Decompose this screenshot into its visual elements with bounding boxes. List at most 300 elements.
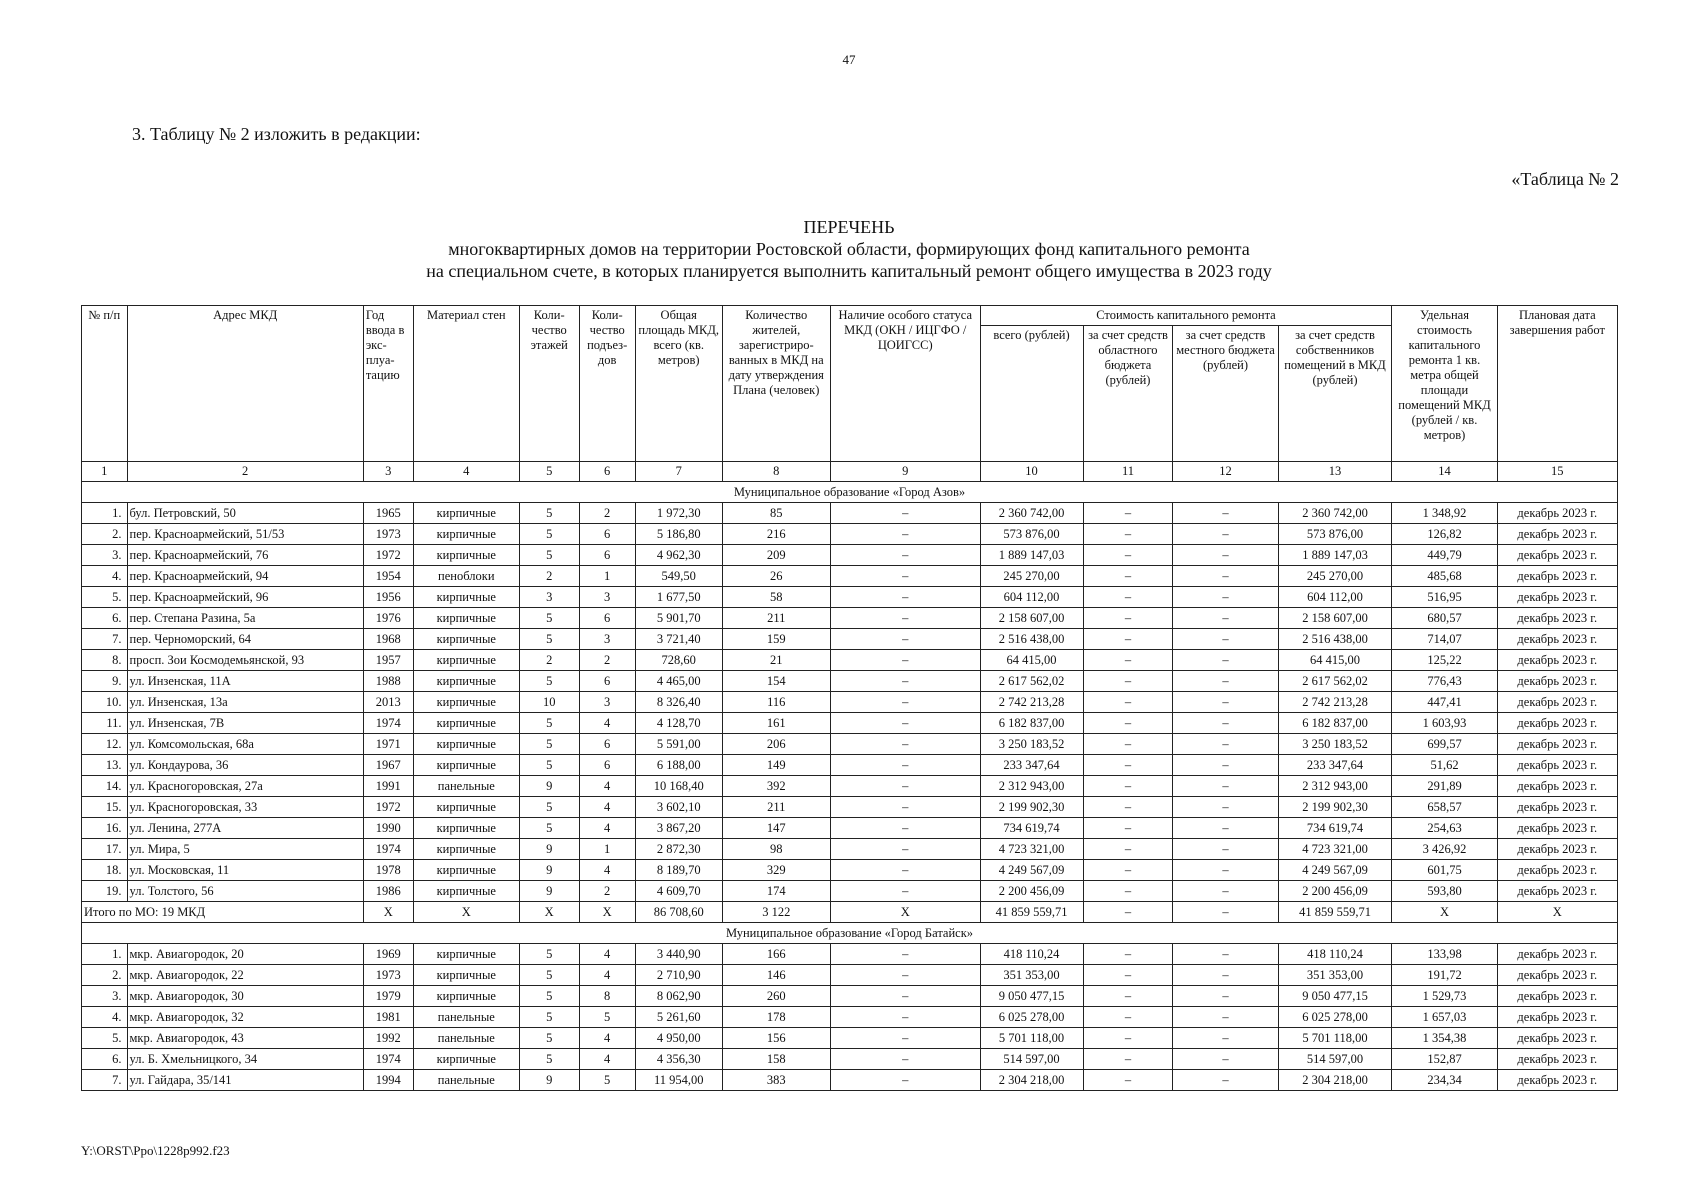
table-cell: – bbox=[830, 734, 980, 755]
table-row bbox=[82, 860, 1618, 881]
column-number-row bbox=[82, 462, 1618, 482]
table-cell: 4 bbox=[579, 860, 635, 881]
table-cell: – bbox=[830, 1049, 980, 1070]
table-cell: 6 182 837,00 bbox=[1278, 713, 1392, 734]
table-cell: – bbox=[1083, 524, 1173, 545]
table-cell: 573 876,00 bbox=[1278, 524, 1392, 545]
table-cell: 3. bbox=[82, 986, 128, 1007]
table-cell: – bbox=[1083, 545, 1173, 566]
header-year: Год ввода в экс-плуа-тацию bbox=[363, 306, 413, 462]
table-cell: 5 261,60 bbox=[635, 1007, 722, 1028]
table-cell: 2. bbox=[82, 524, 128, 545]
table-cell: 9 050 477,15 bbox=[980, 986, 1083, 1007]
table-cell: декабрь 2023 г. bbox=[1497, 629, 1617, 650]
table-cell: 4 609,70 bbox=[635, 881, 722, 902]
table-cell: декабрь 2023 г. bbox=[1497, 986, 1617, 1007]
table-cell: 125,22 bbox=[1392, 650, 1497, 671]
table-cell: ул. Инзенская, 13а bbox=[127, 692, 363, 713]
table-cell: 3 721,40 bbox=[635, 629, 722, 650]
table-cell: 64 415,00 bbox=[1278, 650, 1392, 671]
table-cell: 234,34 bbox=[1392, 1070, 1497, 1091]
table-cell: 1986 bbox=[363, 881, 413, 902]
table-cell: кирпичные bbox=[413, 818, 519, 839]
table-cell: 149 bbox=[722, 755, 830, 776]
table-cell: 2 742 213,28 bbox=[980, 692, 1083, 713]
table-cell: – bbox=[1173, 755, 1278, 776]
table-cell: 734 619,74 bbox=[1278, 818, 1392, 839]
table-cell: пер. Красноармейский, 94 bbox=[127, 566, 363, 587]
table-cell: 734 619,74 bbox=[980, 818, 1083, 839]
table-cell: 4 723 321,00 bbox=[1278, 839, 1392, 860]
table-cell: 1973 bbox=[363, 965, 413, 986]
table-cell: 5 bbox=[519, 671, 579, 692]
table-cell: кирпичные bbox=[413, 1049, 519, 1070]
table-cell: кирпичные bbox=[413, 713, 519, 734]
register-table bbox=[81, 305, 1618, 1091]
table-cell: 1973 bbox=[363, 524, 413, 545]
table-cell: – bbox=[830, 986, 980, 1007]
table-row bbox=[82, 839, 1618, 860]
table-cell: кирпичные bbox=[413, 692, 519, 713]
table-cell: ул. Красногоровская, 27а bbox=[127, 776, 363, 797]
total-cell: 41 859 559,71 bbox=[980, 902, 1083, 923]
table-row bbox=[82, 629, 1618, 650]
table-cell: – bbox=[1083, 965, 1173, 986]
title-line-2: многоквартирных домов на территории Ростовской области, формирующих фонд капитального ремонта bbox=[448, 239, 1250, 259]
table-cell: кирпичные bbox=[413, 629, 519, 650]
table-cell: декабрь 2023 г. bbox=[1497, 944, 1617, 965]
table-cell: 1978 bbox=[363, 860, 413, 881]
column-number: 6 bbox=[579, 462, 635, 482]
table-cell: 1. bbox=[82, 503, 128, 524]
table-cell: кирпичные bbox=[413, 608, 519, 629]
table-cell: 1 889 147,03 bbox=[980, 545, 1083, 566]
table-cell: 1 677,50 bbox=[635, 587, 722, 608]
table-cell: 5. bbox=[82, 587, 128, 608]
table-cell: – bbox=[830, 713, 980, 734]
table-cell: 714,07 bbox=[1392, 629, 1497, 650]
table-cell: 26 bbox=[722, 566, 830, 587]
table-cell: 3 426,92 bbox=[1392, 839, 1497, 860]
table-cell: 216 bbox=[722, 524, 830, 545]
table-cell: 6. bbox=[82, 1049, 128, 1070]
column-number: 14 bbox=[1392, 462, 1497, 482]
table-cell: 233 347,64 bbox=[980, 755, 1083, 776]
table-cell: 11. bbox=[82, 713, 128, 734]
column-number: 3 bbox=[363, 462, 413, 482]
table-cell: декабрь 2023 г. bbox=[1497, 1028, 1617, 1049]
table-cell: мкр. Авиагородок, 22 bbox=[127, 965, 363, 986]
table-cell: 51,62 bbox=[1392, 755, 1497, 776]
table-cell: декабрь 2023 г. bbox=[1497, 881, 1617, 902]
table-cell: 418 110,24 bbox=[1278, 944, 1392, 965]
table-cell: панельные bbox=[413, 1070, 519, 1091]
table-cell: 4 bbox=[579, 1049, 635, 1070]
table-cell: ул. Гайдара, 35/141 bbox=[127, 1070, 363, 1091]
table-cell: – bbox=[1173, 692, 1278, 713]
table-cell: декабрь 2023 г. bbox=[1497, 839, 1617, 860]
table-cell: – bbox=[830, 944, 980, 965]
table-cell: ул. Ленина, 277А bbox=[127, 818, 363, 839]
table-cell: декабрь 2023 г. bbox=[1497, 860, 1617, 881]
table-body bbox=[82, 462, 1618, 1091]
table-cell: 1 354,38 bbox=[1392, 1028, 1497, 1049]
table-cell: декабрь 2023 г. bbox=[1497, 797, 1617, 818]
table-cell: 1 972,30 bbox=[635, 503, 722, 524]
table-cell: декабрь 2023 г. bbox=[1497, 755, 1617, 776]
table-cell: – bbox=[1173, 671, 1278, 692]
table-cell: 18. bbox=[82, 860, 128, 881]
table-cell: 4 950,00 bbox=[635, 1028, 722, 1049]
table-cell: – bbox=[1173, 566, 1278, 587]
header-cost-owners: за счет средств собственников помещений в МКД (рублей) bbox=[1278, 326, 1392, 462]
table-cell: 2 158 607,00 bbox=[1278, 608, 1392, 629]
table-cell: 4 465,00 bbox=[635, 671, 722, 692]
table-cell: 2 304 218,00 bbox=[980, 1070, 1083, 1091]
table-cell: 2 199 902,30 bbox=[1278, 797, 1392, 818]
table-cell: 604 112,00 bbox=[1278, 587, 1392, 608]
table-cell: панельные bbox=[413, 1007, 519, 1028]
table-cell: – bbox=[1083, 797, 1173, 818]
column-number: 10 bbox=[980, 462, 1083, 482]
header-floors: Коли-чество этажей bbox=[519, 306, 579, 462]
table-cell: 6 bbox=[579, 545, 635, 566]
table-cell: 245 270,00 bbox=[1278, 566, 1392, 587]
table-cell: 233 347,64 bbox=[1278, 755, 1392, 776]
table-cell: кирпичные bbox=[413, 755, 519, 776]
table-cell: 5 bbox=[519, 629, 579, 650]
table-cell: 152,87 bbox=[1392, 1049, 1497, 1070]
table-cell: 4 bbox=[579, 1028, 635, 1049]
table-cell: 8 062,90 bbox=[635, 986, 722, 1007]
table-cell: кирпичные bbox=[413, 734, 519, 755]
table-cell: 19. bbox=[82, 881, 128, 902]
table-cell: 2013 bbox=[363, 692, 413, 713]
table-cell: кирпичные bbox=[413, 839, 519, 860]
table-row bbox=[82, 545, 1618, 566]
table-cell: ул. Толстого, 56 bbox=[127, 881, 363, 902]
table-cell: – bbox=[830, 965, 980, 986]
header-residents: Количество жителей, зарегистриро-ванных в МКД на дату утверждения Плана (человек) bbox=[722, 306, 830, 462]
table-cell: 1972 bbox=[363, 545, 413, 566]
table-cell: – bbox=[1083, 1028, 1173, 1049]
table-cell: 5 bbox=[519, 1049, 579, 1070]
table-cell: 1972 bbox=[363, 797, 413, 818]
table-cell: 4. bbox=[82, 1007, 128, 1028]
header-address: Адрес МКД bbox=[127, 306, 363, 462]
table-cell: – bbox=[1083, 503, 1173, 524]
table-cell: – bbox=[830, 1007, 980, 1028]
table-cell: 329 bbox=[722, 860, 830, 881]
table-cell: 4 bbox=[579, 944, 635, 965]
total-cell: 86 708,60 bbox=[635, 902, 722, 923]
table-cell: 156 bbox=[722, 1028, 830, 1049]
table-cell: декабрь 2023 г. bbox=[1497, 1007, 1617, 1028]
table-cell: 6 025 278,00 bbox=[1278, 1007, 1392, 1028]
table-cell: 161 bbox=[722, 713, 830, 734]
table-cell: кирпичные bbox=[413, 503, 519, 524]
table-cell: – bbox=[1083, 587, 1173, 608]
table-cell: 6 bbox=[579, 755, 635, 776]
table-cell: 5 bbox=[519, 503, 579, 524]
table-cell: – bbox=[830, 818, 980, 839]
header-cost-local: за счет средств местного бюджета (рублей) bbox=[1173, 326, 1278, 462]
table-cell: декабрь 2023 г. bbox=[1497, 776, 1617, 797]
table-cell: 2 360 742,00 bbox=[980, 503, 1083, 524]
table-cell: 2 360 742,00 bbox=[1278, 503, 1392, 524]
table-cell: пер. Красноармейский, 51/53 bbox=[127, 524, 363, 545]
table-cell: ул. Б. Хмельницкого, 34 bbox=[127, 1049, 363, 1070]
total-cell: 3 122 bbox=[722, 902, 830, 923]
table-cell: 1967 bbox=[363, 755, 413, 776]
section-header-row bbox=[82, 923, 1618, 944]
table-cell: – bbox=[1083, 944, 1173, 965]
table-cell: 7. bbox=[82, 1070, 128, 1091]
table-cell: 4 962,30 bbox=[635, 545, 722, 566]
table-cell: мкр. Авиагородок, 43 bbox=[127, 1028, 363, 1049]
table-cell: 98 bbox=[722, 839, 830, 860]
table-cell: – bbox=[1083, 776, 1173, 797]
table-cell: 1971 bbox=[363, 734, 413, 755]
table-cell: 2 742 213,28 bbox=[1278, 692, 1392, 713]
table-cell: пеноблоки bbox=[413, 566, 519, 587]
table-cell: – bbox=[1083, 650, 1173, 671]
table-row bbox=[82, 1007, 1618, 1028]
table-cell: кирпичные bbox=[413, 587, 519, 608]
table-cell: 3 bbox=[519, 587, 579, 608]
table-cell: 1979 bbox=[363, 986, 413, 1007]
table-cell: 6 025 278,00 bbox=[980, 1007, 1083, 1028]
table-cell: 254,63 bbox=[1392, 818, 1497, 839]
table-cell: 2 200 456,09 bbox=[1278, 881, 1392, 902]
table-cell: – bbox=[1083, 839, 1173, 860]
table-cell: 2 199 902,30 bbox=[980, 797, 1083, 818]
table-cell: 206 bbox=[722, 734, 830, 755]
table-cell: – bbox=[1083, 629, 1173, 650]
table-cell: ул. Красногоровская, 33 bbox=[127, 797, 363, 818]
table-cell: 604 112,00 bbox=[980, 587, 1083, 608]
total-cell: X bbox=[519, 902, 579, 923]
table-cell: 126,82 bbox=[1392, 524, 1497, 545]
table-cell: 85 bbox=[722, 503, 830, 524]
table-cell: – bbox=[1173, 629, 1278, 650]
table-cell: ул. Инзенская, 7В bbox=[127, 713, 363, 734]
table-cell: ул. Московская, 11 bbox=[127, 860, 363, 881]
table-row bbox=[82, 692, 1618, 713]
page-number: 47 bbox=[842, 52, 856, 67]
table-cell: кирпичные bbox=[413, 944, 519, 965]
column-number: 2 bbox=[127, 462, 363, 482]
table-row bbox=[82, 734, 1618, 755]
table-cell: мкр. Авиагородок, 30 bbox=[127, 986, 363, 1007]
total-cell: X bbox=[413, 902, 519, 923]
section-title: Муниципальное образование «Город Батайск» bbox=[82, 923, 1618, 944]
table-cell: декабрь 2023 г. bbox=[1497, 587, 1617, 608]
table-cell: 1968 bbox=[363, 629, 413, 650]
table-cell: 133,98 bbox=[1392, 944, 1497, 965]
table-cell: – bbox=[830, 650, 980, 671]
table-cell: 7. bbox=[82, 629, 128, 650]
table-cell: 12. bbox=[82, 734, 128, 755]
table-cell: – bbox=[830, 776, 980, 797]
table-cell: 4 bbox=[579, 818, 635, 839]
total-cell: X bbox=[830, 902, 980, 923]
table-cell: 9 bbox=[519, 776, 579, 797]
table-cell: 1 657,03 bbox=[1392, 1007, 1497, 1028]
table-cell: – bbox=[1173, 965, 1278, 986]
column-number: 9 bbox=[830, 462, 980, 482]
column-number: 7 bbox=[635, 462, 722, 482]
table-cell: 2 872,30 bbox=[635, 839, 722, 860]
table-cell: – bbox=[1173, 839, 1278, 860]
table-cell: 211 bbox=[722, 797, 830, 818]
table-cell: 1994 bbox=[363, 1070, 413, 1091]
table-cell: 1992 bbox=[363, 1028, 413, 1049]
table-cell: – bbox=[830, 503, 980, 524]
table-cell: 3 602,10 bbox=[635, 797, 722, 818]
table-cell: – bbox=[830, 629, 980, 650]
table-row bbox=[82, 566, 1618, 587]
table-cell: – bbox=[830, 608, 980, 629]
table-cell: 4 249 567,09 bbox=[980, 860, 1083, 881]
table-cell: кирпичные bbox=[413, 860, 519, 881]
table-cell: 1956 bbox=[363, 587, 413, 608]
table-cell: 1954 bbox=[363, 566, 413, 587]
table-cell: – bbox=[1173, 545, 1278, 566]
table-cell: 5 701 118,00 bbox=[1278, 1028, 1392, 1049]
table-cell: 260 bbox=[722, 986, 830, 1007]
table-cell: 2 312 943,00 bbox=[1278, 776, 1392, 797]
table-cell: 6 bbox=[579, 734, 635, 755]
table-cell: 2 304 218,00 bbox=[1278, 1070, 1392, 1091]
table-cell: 3 bbox=[579, 587, 635, 608]
table-cell: ул. Комсомольская, 68а bbox=[127, 734, 363, 755]
table-cell: 6 188,00 bbox=[635, 755, 722, 776]
table-cell: 64 415,00 bbox=[980, 650, 1083, 671]
table-cell: 14. bbox=[82, 776, 128, 797]
table-cell: 383 bbox=[722, 1070, 830, 1091]
table-cell: – bbox=[830, 881, 980, 902]
table-cell: декабрь 2023 г. bbox=[1497, 671, 1617, 692]
file-path: Y:\ORST\Ppo\1228p992.f23 bbox=[81, 1143, 230, 1158]
table-cell: – bbox=[1083, 860, 1173, 881]
table-cell: – bbox=[1083, 671, 1173, 692]
table-cell: пер. Красноармейский, 76 bbox=[127, 545, 363, 566]
table-cell: 11 954,00 bbox=[635, 1070, 722, 1091]
column-number: 1 bbox=[82, 462, 128, 482]
table-cell: 8 bbox=[579, 986, 635, 1007]
table-cell: 1 889 147,03 bbox=[1278, 545, 1392, 566]
total-cell: X bbox=[1497, 902, 1617, 923]
table-cell: 593,80 bbox=[1392, 881, 1497, 902]
table-cell: 4 356,30 bbox=[635, 1049, 722, 1070]
table-cell: 392 bbox=[722, 776, 830, 797]
table-cell: кирпичные bbox=[413, 524, 519, 545]
header-area: Общая площадь МКД, всего (кв. метров) bbox=[635, 306, 722, 462]
table-cell: – bbox=[1083, 1070, 1173, 1091]
table-cell: 1988 bbox=[363, 671, 413, 692]
table-cell: – bbox=[1173, 986, 1278, 1007]
table-cell: – bbox=[1083, 713, 1173, 734]
table-row bbox=[82, 818, 1618, 839]
header-cost-group: Стоимость капитального ремонта bbox=[980, 306, 1392, 326]
table-cell: 13. bbox=[82, 755, 128, 776]
table-cell: 17. bbox=[82, 839, 128, 860]
table-cell: 9 050 477,15 bbox=[1278, 986, 1392, 1007]
table-cell: кирпичные bbox=[413, 650, 519, 671]
table-cell: 4 bbox=[579, 797, 635, 818]
table-cell: 8 189,70 bbox=[635, 860, 722, 881]
table-cell: 1 bbox=[579, 566, 635, 587]
table-cell: 4 128,70 bbox=[635, 713, 722, 734]
table-cell: 3 bbox=[579, 629, 635, 650]
table-cell: пер. Красноармейский, 96 bbox=[127, 587, 363, 608]
table-cell: 699,57 bbox=[1392, 734, 1497, 755]
column-number: 12 bbox=[1173, 462, 1278, 482]
table-cell: мкр. Авиагородок, 32 bbox=[127, 1007, 363, 1028]
header-cost-regional: за счет средств областного бюджета (рублей) bbox=[1083, 326, 1173, 462]
table-cell: 15. bbox=[82, 797, 128, 818]
table-row bbox=[82, 650, 1618, 671]
table-cell: кирпичные bbox=[413, 965, 519, 986]
table-cell: 8 326,40 bbox=[635, 692, 722, 713]
table-cell: кирпичные bbox=[413, 986, 519, 1007]
table-cell: 2 312 943,00 bbox=[980, 776, 1083, 797]
table-cell: 21 bbox=[722, 650, 830, 671]
table-row bbox=[82, 797, 1618, 818]
table-row bbox=[82, 671, 1618, 692]
table-cell: ул. Кондаурова, 36 bbox=[127, 755, 363, 776]
table-cell: 5 bbox=[519, 524, 579, 545]
table-cell: 8. bbox=[82, 650, 128, 671]
table-cell: – bbox=[1173, 860, 1278, 881]
table-cell: – bbox=[1083, 608, 1173, 629]
header-unit-cost: Удельная стоимость капитального ремонта 1 кв. метра общей площади помещений МКД (рублей / кв. метров) bbox=[1392, 306, 1497, 462]
table-cell: 5 bbox=[519, 818, 579, 839]
table-cell: 9 bbox=[519, 1070, 579, 1091]
table-cell: – bbox=[1173, 1049, 1278, 1070]
table-cell: декабрь 2023 г. bbox=[1497, 608, 1617, 629]
table-cell: ул. Мира, 5 bbox=[127, 839, 363, 860]
table-row bbox=[82, 524, 1618, 545]
table-cell: декабрь 2023 г. bbox=[1497, 818, 1617, 839]
table-cell: – bbox=[1173, 944, 1278, 965]
header-status: Наличие особого статуса МКД (ОКН / ИЦГФО / ЦОИГСС) bbox=[830, 306, 980, 462]
table-cell: – bbox=[830, 545, 980, 566]
table-cell: 1957 bbox=[363, 650, 413, 671]
table-cell: декабрь 2023 г. bbox=[1497, 692, 1617, 713]
table-cell: 2 617 562,02 bbox=[980, 671, 1083, 692]
table-cell: 6 bbox=[579, 524, 635, 545]
table-row bbox=[82, 881, 1618, 902]
table-cell: 146 bbox=[722, 965, 830, 986]
table-cell: – bbox=[830, 587, 980, 608]
table-cell: 1969 bbox=[363, 944, 413, 965]
table-cell: – bbox=[1173, 818, 1278, 839]
total-cell: – bbox=[1083, 902, 1173, 923]
table-cell: 1991 bbox=[363, 776, 413, 797]
table-cell: 516,95 bbox=[1392, 587, 1497, 608]
table-cell: – bbox=[830, 797, 980, 818]
table-cell: 485,68 bbox=[1392, 566, 1497, 587]
table-cell: – bbox=[1173, 650, 1278, 671]
section-header-row bbox=[82, 482, 1618, 503]
total-row bbox=[82, 902, 1618, 923]
table-row bbox=[82, 944, 1618, 965]
table-cell: 658,57 bbox=[1392, 797, 1497, 818]
table-cell: 2 710,90 bbox=[635, 965, 722, 986]
table-cell: 1976 bbox=[363, 608, 413, 629]
